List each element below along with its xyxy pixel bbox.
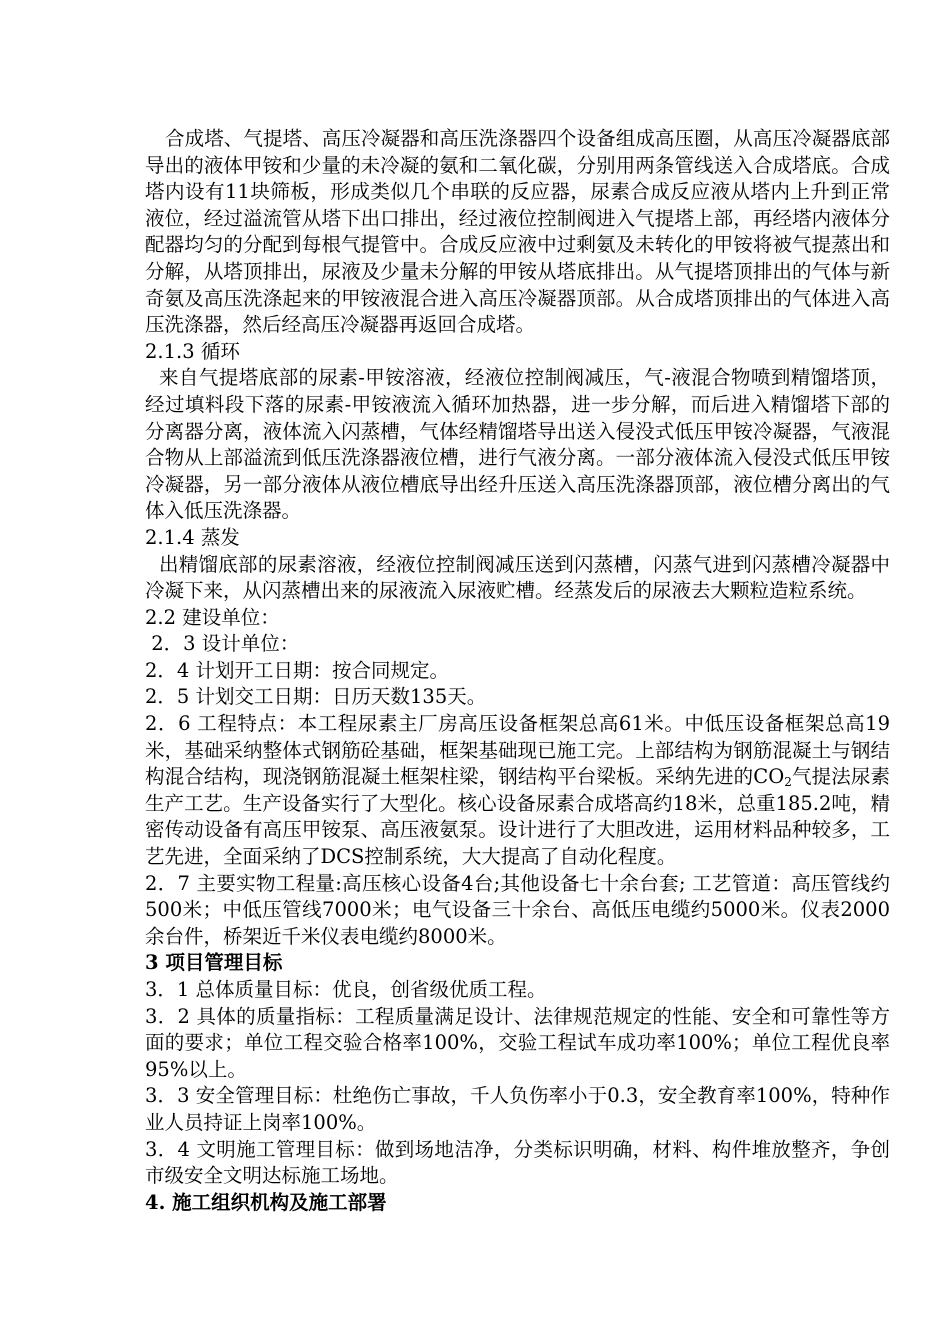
item-planned-handover-date: 2．5 计划交工日期：日历天数135天。	[145, 685, 487, 709]
item-quality-indicators: 3．2 具体的质量指标：工程质量满足设计、法律规范规定的性能、安全和可靠性等方面的要求；单位工程交验合格率100%，交验工程试车成功率100%；单位工程优良率95%以上。	[145, 1004, 890, 1081]
item-project-features	[145, 711, 890, 871]
item-safety-goal: 3．3 安全管理目标：杜绝伤亡事故，千人负伤率小于0.3，安全教育率100%，特种作业人员持证上岗率100%。	[145, 1084, 890, 1134]
item-construction-unit: 2.2 建设单位：	[145, 605, 280, 629]
item-main-quantities: 2．7 主要实物工程量:高压核心设备4台;其他设备七十余台套; 工艺管道：高压管线约500米；中低压管线7000米；电气设备三十余台、高低压电缆约5000米。仪表2000余台件，桥架近千米仪表电缆约8000米。	[145, 871, 890, 948]
section-heading-4-organization: 4. 施工组织机构及施工部署	[145, 1190, 387, 1214]
item-planned-start-date: 2．4 计划开工日期：按合同规定。	[145, 658, 450, 682]
section-heading-3-management-goals: 3 项目管理目标	[145, 951, 283, 975]
section-heading-2-1-4: 2.1.4 蒸发	[145, 525, 240, 549]
paragraph-evaporation: 出精馏底部的尿素溶液，经液位控制阀减压送到闪蒸槽，闪蒸气进到闪蒸槽冷凝器中冷凝下来，从闪蒸槽出来的尿液流入尿液贮槽。经蒸发后的尿液去大颗粒造粒系统。	[145, 552, 890, 603]
item-design-unit: 2．3 设计单位：	[145, 632, 300, 656]
project-features-text-part1: 2．6 工程特点：本工程尿素主厂房高压设备框架总高61米。中低压设备框架总高19米，基础采纳整体式钢筋砼基础，框架基础现已施工完。上部结构为钢筋混凝土与钢结构混合结构，现浇钢筋混凝土框架柱梁，钢结构平台梁板。采纳先进的CO	[145, 712, 890, 789]
paragraph-circulation: 来自气提塔底部的尿素-甲铵溶液，经液位控制阀减压，气-液混合物喷到精馏塔顶，经过填料段下落的尿素-甲铵液流入循环加热器，进一步分解，而后进入精馏塔下部的分离器分离，液体流入闪蒸槽，气体经精馏塔导出送入侵没式低压甲铵冷凝器，气液混合物从上部溢流到低压洗涤器液位槽，进行气液分离。一部分液体流入侵没式低压甲铵冷凝器，另一部分液体从液位槽底导出经升压送入高压洗涤器顶部，液位槽分离出的气体入低压洗涤器。	[145, 366, 890, 523]
section-heading-2-1-3: 2.1.3 循环	[145, 339, 240, 363]
document-body	[145, 126, 890, 1216]
project-features-text-part2: 气提法尿素生产工艺。生产设备实行了大型化。核心设备尿素合成塔高约18米，总重185.2吨，精密传动设备有高压甲铵泵、高压液氨泵。设计进行了大胆改进，运用材料品种较多，工艺先进，全面采纳了DCS控制系统，大大提高了自动化程度。	[145, 765, 890, 869]
item-overall-quality-goal: 3．1 总体质量目标：优良，创省级优质工程。	[145, 978, 547, 1001]
paragraph-high-pressure-loop: 合成塔、气提塔、高压冷凝器和高压洗涤器四个设备组成高压圈，从高压冷凝器底部导出的液体甲铵和少量的未冷凝的氨和二氧化碳，分别用两条管线送入合成塔底。合成塔内设有11块筛板，形成类似几个串联的反应器，尿素合成反应液从塔内上升到正常液位，经过溢流管从塔下出口排出，经过液位控制阀进入气提塔上部，再经塔内液体分配器均匀的分配到每根气提管中。合成反应液中过剩氨及未转化的甲铵将被气提蒸出和分解，从塔顶排出，尿液及少量未分解的甲铵从塔底排出。从气提塔顶排出的气体与新奇氨及高压洗涤起来的甲铵液混合进入高压冷凝器顶部。从合成塔顶排出的气体进入高压洗涤器，然后经高压冷凝器再返回合成塔。	[145, 127, 890, 337]
co2-subscript: 2	[784, 775, 792, 790]
item-civilized-construction-goal: 3．4 文明施工管理目标：做到场地洁净，分类标识明确，材料、构件堆放整齐，争创市级安全文明达标施工场地。	[145, 1137, 890, 1188]
